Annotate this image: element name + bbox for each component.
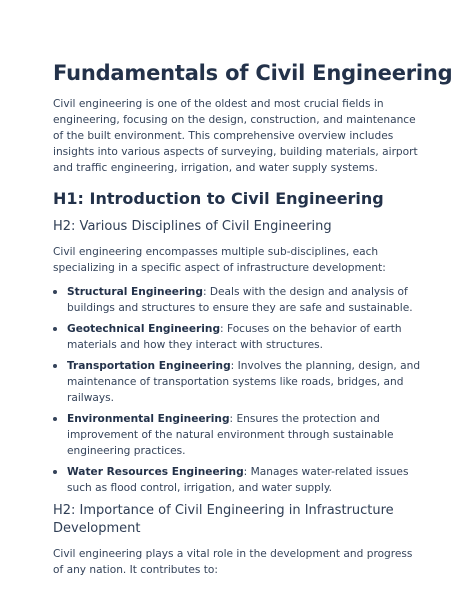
intro-paragraph: Civil engineering is one of the oldest and most crucial fields in engineering, focusing on the design, construction, and maintenance of the built environment. This comprehensive overview includes insights into various aspects of surveying, building materials, airport and traffic engineering, irrigation, and water supply systems. — [53, 98, 418, 174]
discipline-term: Transportation Engineering — [67, 360, 231, 372]
discipline-term: Water Resources Engineering — [67, 466, 244, 478]
discipline-desc: : Deals with the design and analysis of buildings and structures to ensure they are safe and sustainable. — [67, 286, 413, 314]
discipline-term: Geotechnical Engineering — [67, 323, 221, 335]
disciplines-paragraph: Civil engineering encompasses multiple sub-disciplines, each specializing in a specific aspect of infrastructure development: — [53, 246, 386, 274]
list-item — [53, 358, 425, 406]
heading-importance: H2: Importance of Civil Engineering in Infrastructure Development — [53, 503, 394, 536]
bullet-icon — [53, 417, 57, 421]
document-title: Fundamentals of Civil Engineering — [53, 61, 453, 85]
heading-disciplines: H2: Various Disciplines of Civil Engineering — [53, 219, 332, 234]
importance-paragraph: Civil engineering plays a vital role in the development and progress of any nation. It contributes to: — [53, 548, 413, 576]
list-item — [53, 464, 425, 496]
list-item — [53, 321, 425, 353]
discipline-desc: : Focuses on the behavior of earth materials and how they interact with structures. — [67, 323, 402, 351]
bullet-icon — [53, 364, 57, 368]
discipline-term: Structural Engineering — [67, 286, 203, 298]
disciplines-list — [53, 284, 425, 496]
discipline-term: Environmental Engineering — [67, 413, 230, 425]
bullet-icon — [53, 470, 57, 474]
list-item — [53, 284, 425, 316]
document-page — [53, 60, 453, 578]
discipline-desc: : Manages water-related issues such as flood control, irrigation, and water supply. — [67, 466, 409, 494]
discipline-desc: : Involves the planning, design, and maintenance of transportation systems like roads, bridges, and railways. — [67, 360, 421, 404]
discipline-desc: : Ensures the protection and improvement of the natural environment through sustainable engineering practices. — [67, 413, 394, 457]
bullet-icon — [53, 290, 57, 294]
bullet-icon — [53, 327, 57, 331]
list-item — [53, 411, 425, 459]
heading-introduction: H1: Introduction to Civil Engineering — [53, 189, 384, 208]
